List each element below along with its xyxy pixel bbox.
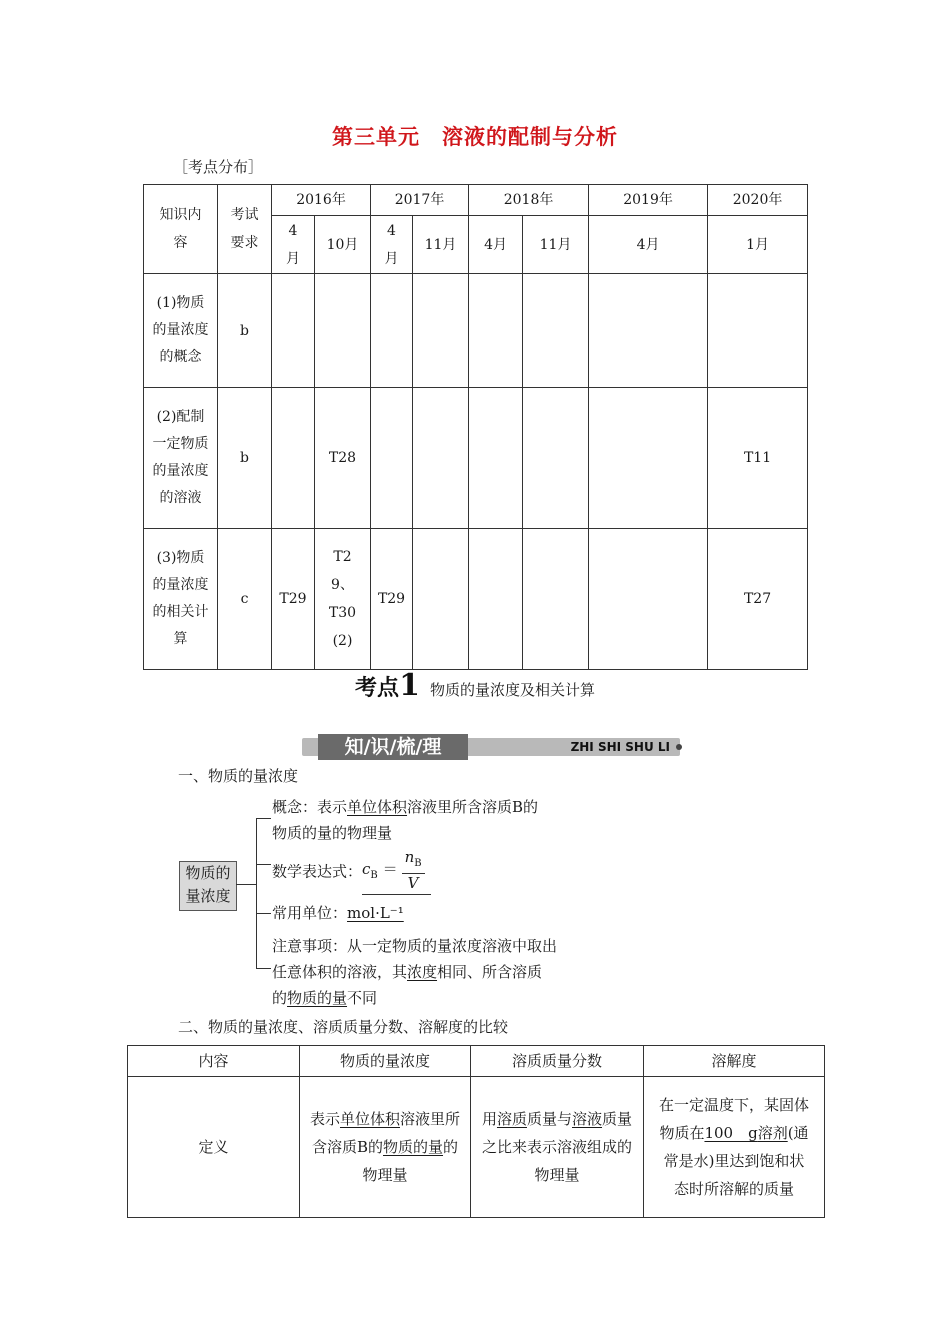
table-row	[144, 529, 808, 670]
unit-line: 常用单位：mol·L⁻¹	[272, 904, 404, 922]
page-title: 第三单元 溶液的配制与分析	[332, 125, 618, 149]
brace-tick	[256, 968, 271, 969]
cell	[589, 529, 708, 670]
table-row	[144, 388, 808, 529]
cell	[272, 274, 315, 388]
banner-pinyin: ZHI SHI SHU LI	[570, 740, 670, 754]
distribution-label: ［考点分布］	[173, 158, 264, 176]
month-cell: 1月	[708, 216, 808, 274]
year-2020: 2020年	[708, 185, 808, 216]
kaodian-label: 考点	[355, 676, 400, 701]
kaodian-heading	[0, 668, 950, 703]
kaodian-number: 1	[399, 668, 420, 703]
brace-spine	[256, 818, 257, 968]
header-mass-fraction: 溶质质量分数	[471, 1046, 644, 1077]
cell	[371, 388, 413, 529]
header-solubility: 溶解度	[644, 1046, 825, 1077]
header-molarity: 物质的量浓度	[300, 1046, 471, 1077]
year-2018: 2018年	[469, 185, 589, 216]
header-topic: 知识内容	[144, 185, 218, 274]
note-line: 注意事项：从一定物质的量浓度溶液中取出 任意体积的溶液，其浓度相同、所含溶质 的物质的量不同	[272, 937, 558, 1007]
concept-definition: 概念：表示单位体积溶液里所含溶质B的 物质的量的物理量	[272, 798, 539, 842]
section2-heading: 二、物质的量浓度、溶质质量分数、溶解度的比较	[178, 1018, 509, 1036]
cell	[523, 274, 589, 388]
cell	[523, 388, 589, 529]
cell	[469, 274, 523, 388]
header-requirement: 考试要求	[218, 185, 272, 274]
solubility-definition: 在一定温度下，某固体物质在100 g溶剂(通常是水)里达到饱和状态时所溶解的质量	[644, 1077, 825, 1218]
distribution-table	[143, 184, 808, 670]
cell: T27	[708, 529, 808, 670]
month-cell: 4月	[371, 216, 413, 274]
cell	[413, 529, 469, 670]
section-banner	[302, 734, 684, 760]
banner-title: 知/识/梳/理	[318, 734, 468, 760]
table-row	[144, 274, 808, 388]
cell	[469, 529, 523, 670]
formula-fraction: $\frac{n_B}{V}$	[402, 848, 425, 892]
cell	[708, 274, 808, 388]
month-cell: 4月	[469, 216, 523, 274]
section1-heading: 一、物质的量浓度	[178, 767, 299, 785]
year-2017: 2017年	[371, 185, 469, 216]
cell: T29、T30(2)	[315, 529, 371, 670]
bullet-icon	[676, 744, 682, 750]
topic-cell: (3)物质的量浓度的相关计算	[144, 529, 218, 670]
brace-tick	[256, 913, 271, 914]
cell	[413, 274, 469, 388]
cell: T11	[708, 388, 808, 529]
req-cell: b	[218, 388, 272, 529]
header-content: 内容	[128, 1046, 300, 1077]
brace-tick	[256, 864, 271, 865]
cell	[272, 388, 315, 529]
month-cell: 10月	[315, 216, 371, 274]
month-cell: 4月	[272, 216, 315, 274]
cell: T29	[371, 529, 413, 670]
cell: T29	[272, 529, 315, 670]
table-row	[128, 1077, 825, 1218]
cell	[371, 274, 413, 388]
cell	[315, 274, 371, 388]
brace-stem	[236, 884, 256, 885]
row-label: 定义	[128, 1077, 300, 1218]
month-cell: 11月	[413, 216, 469, 274]
concept-box: 物质的量浓度	[179, 861, 237, 911]
comparison-table	[127, 1045, 825, 1218]
cell	[589, 274, 708, 388]
req-cell: c	[218, 529, 272, 670]
month-cell: 11月	[523, 216, 589, 274]
cell	[523, 529, 589, 670]
mass-fraction-definition: 用溶质质量与溶液质量之比来表示溶液组成的物理量	[471, 1077, 644, 1218]
formula-line: 数学表达式：$c_B$ ＝ $\frac{n_B}{V}$	[272, 848, 431, 895]
year-2019: 2019年	[589, 185, 708, 216]
topic-cell: (1)物质的量浓度的概念	[144, 274, 218, 388]
month-cell: 4月	[589, 216, 708, 274]
cell	[589, 388, 708, 529]
molarity-definition: 表示单位体积溶液里所含溶质B的物质的量的物理量	[300, 1077, 471, 1218]
brace-tick	[256, 818, 271, 819]
topic-cell: (2)配制一定物质的量浓度的溶液	[144, 388, 218, 529]
cell	[413, 388, 469, 529]
cell	[469, 388, 523, 529]
year-2016: 2016年	[272, 185, 371, 216]
cell: T28	[315, 388, 371, 529]
kaodian-subtitle: 物质的量浓度及相关计算	[429, 681, 595, 699]
req-cell: b	[218, 274, 272, 388]
